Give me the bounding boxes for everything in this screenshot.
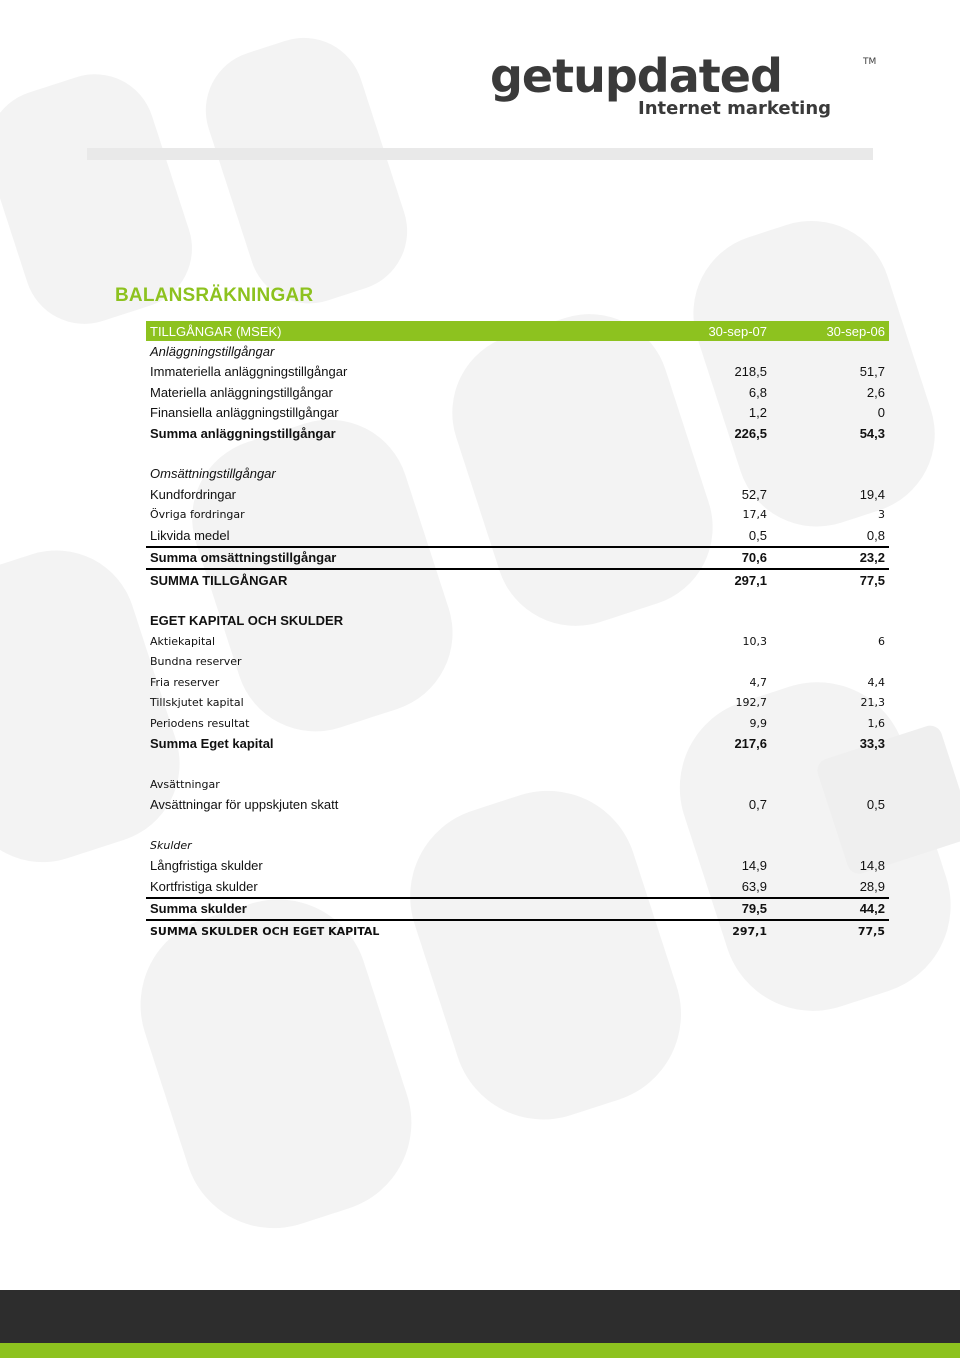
row-label: Finansiella anläggningstillgångar [150,405,339,421]
spacer-row [146,591,889,611]
svg-text:TM: TM [863,57,877,67]
row-value-col2: 51,7 [859,364,885,380]
row-value-col1: 14,9 [741,858,767,874]
row-value-col2: 14,8 [859,858,885,874]
row-value-col2 [771,341,889,362]
table-row [146,464,889,485]
row-label: Bundna reserver [150,655,242,669]
row-value-col1: 0,5 [748,527,767,543]
header-col1: 30-sep-07 [653,321,771,341]
row-label: Aktiekapital [150,634,216,648]
table-row [146,652,889,673]
getupdated-logo [490,52,880,118]
row-label: Anläggningstillgångar [150,343,275,359]
row-value-col1: 226,5 [734,425,767,441]
row-value-col1: 52,7 [741,486,767,502]
row-label: Likvida medel [150,527,230,543]
row-value-col1 [653,464,771,485]
row-label: Kortfristiga skulder [150,878,258,894]
header-label: TILLGÅNGAR (MSEK) [146,321,653,341]
subtotal-row [146,898,889,921]
table-row [146,835,889,856]
row-value-col2: 1,6 [867,716,885,730]
row-value-col2: 33,3 [859,736,885,752]
row-value-col1: 6,8 [748,384,767,400]
row-value-col1: 70,6 [653,547,771,570]
svg-text:getupdated: getupdated [490,52,782,103]
row-value-col2: 6 [878,634,885,648]
row-label: Periodens resultat [150,716,250,730]
row-value-col1 [653,611,771,632]
table-row [146,362,889,383]
row-label: EGET KAPITAL OCH SKULDER [150,613,344,629]
footer-accent-line [0,1343,960,1358]
table-row [146,774,889,795]
table-row [146,525,889,547]
spacer-row [146,815,889,835]
row-value-col1: 218,5 [734,364,767,380]
row-value-col1: 4,7 [749,675,767,689]
row-value-col2: 21,3 [860,696,885,710]
row-value-col2: 28,9 [859,878,885,894]
row-value-col2: 0 [877,405,885,421]
balance-table [146,321,889,942]
row-value-col2: 0,8 [866,527,885,543]
row-label: SUMMA TILLGÅNGAR [146,569,653,591]
row-value-col1: 79,5 [653,898,771,921]
table-row [146,484,889,505]
header-divider-bar [87,148,873,160]
row-value-col1: 0,7 [748,797,767,813]
row-label: Summa skulder [146,898,653,921]
row-value-col2: 3 [878,508,885,522]
total-row [146,569,889,591]
row-label: Övriga fordringar [150,508,245,522]
table-row [146,672,889,693]
row-value-col2 [771,835,889,856]
row-value-col1: 17,4 [742,508,767,522]
row-value-col1: 297,1 [653,569,771,591]
row-label: Tillskjutet kapital [150,696,244,710]
table-header-row [146,321,889,341]
row-label: Materiella anläggningstillgångar [150,384,333,400]
row-value-col2 [771,611,889,632]
spacer-row [146,754,889,774]
row-value-col2: 2,6 [866,384,885,400]
row-value-col2 [771,774,889,795]
balance-sheet [115,285,885,942]
row-value-col2: 54,3 [859,425,885,441]
row-value-col1: 217,6 [734,736,767,752]
row-value-col1 [653,652,771,673]
row-value-col1 [653,341,771,362]
table-row [146,795,889,816]
row-value-col2: 19,4 [859,486,885,502]
row-label: Fria reserver [150,675,220,689]
row-value-col1: 63,9 [741,878,767,894]
page-title: BALANSRÄKNINGAR [115,285,314,306]
section-heading-row [146,611,889,632]
table-row [146,403,889,424]
subtotal-row [146,734,889,755]
subtotal-row [146,547,889,570]
table-row [146,505,889,526]
row-value-col2: 77,5 [771,569,889,591]
row-label: Avsättningar för uppskjuten skatt [150,797,339,813]
row-value-col2: 23,2 [771,547,889,570]
table-row [146,382,889,403]
table-row [146,631,889,652]
table-row [146,341,889,362]
row-value-col1 [653,835,771,856]
row-value-col2 [771,652,889,673]
table-row [146,693,889,714]
spacer-row [146,444,889,464]
row-label: Avsättningar [150,777,220,791]
table-row [146,856,889,877]
row-label: Summa anläggningstillgångar [150,425,336,441]
row-value-col2: 44,2 [771,898,889,921]
table-row [146,876,889,898]
row-label: Immateriella anläggningstillgångar [150,364,348,380]
subtotal-row [146,423,889,444]
header-col2: 30-sep-06 [771,321,889,341]
row-label: Omsättningstillgångar [150,466,276,482]
row-value-col1: 192,7 [735,696,767,710]
row-label: Kundfordringar [150,486,236,502]
table-row [146,713,889,734]
row-value-col1: 297,1 [653,920,771,942]
row-value-col1: 1,2 [748,405,767,421]
row-label: SUMMA SKULDER OCH EGET KAPITAL [146,920,653,942]
row-value-col1 [653,774,771,795]
row-value-col2: 0,5 [866,797,885,813]
row-value-col1: 10,3 [742,634,767,648]
row-value-col2 [771,464,889,485]
row-value-col2: 77,5 [771,920,889,942]
row-label: Summa omsättningstillgångar [146,547,653,570]
grand-total-row [146,920,889,942]
row-label: Långfristiga skulder [150,858,263,874]
row-label: Summa Eget kapital [150,736,274,752]
row-value-col2: 4,4 [867,675,885,689]
row-label: Skulder [150,838,192,852]
row-value-col1: 9,9 [749,716,767,730]
svg-text:Internet marketing: Internet marketing [638,98,832,118]
